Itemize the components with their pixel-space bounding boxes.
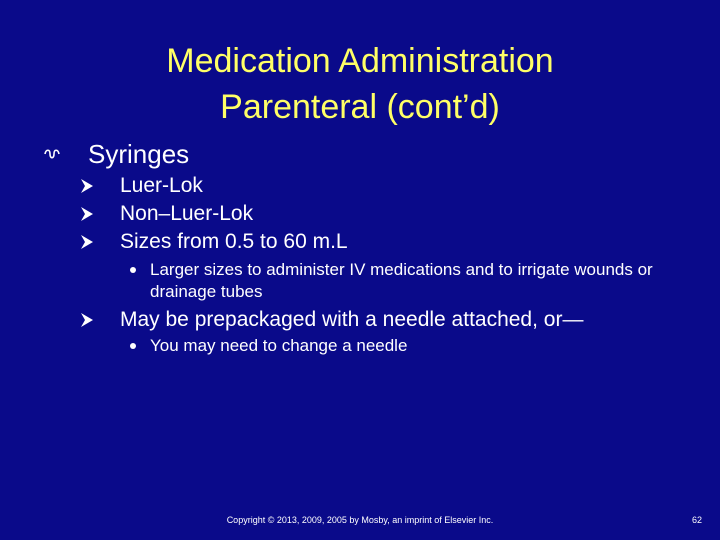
title-line-2: Parenteral (cont’d) [220,88,500,126]
sub-item-larger-sizes: Larger sizes to administer IV medications and to irrigate wounds or drainage tubes [150,260,653,301]
item-non-luer-lok: Non–Luer-Lok [120,202,254,225]
arrowhead-icon [80,234,94,250]
item-luer-lok: Luer-Lok [120,174,203,197]
copyright-footer: Copyright © 2013, 2009, 2005 by Mosby, an imprint of Elsevier Inc. [226,515,494,525]
heading-syringes: Syringes [88,139,190,169]
arrowhead-icon [80,206,94,222]
item-sizes: Sizes from 0.5 to 60 m.L [120,230,348,253]
item-prepackaged: May be prepackaged with a needle attached, or— [120,308,584,331]
dot-icon [130,267,136,273]
scroll-mark-icon [44,148,60,160]
arrowhead-icon [80,312,94,328]
title-line-1: Medication Administration [166,42,554,80]
sub-item-change-needle: You may need to change a needle [150,336,408,355]
page-number: 62 [691,515,702,525]
dot-icon [130,343,136,349]
arrowhead-icon [80,178,94,194]
slide-title [40,38,680,130]
